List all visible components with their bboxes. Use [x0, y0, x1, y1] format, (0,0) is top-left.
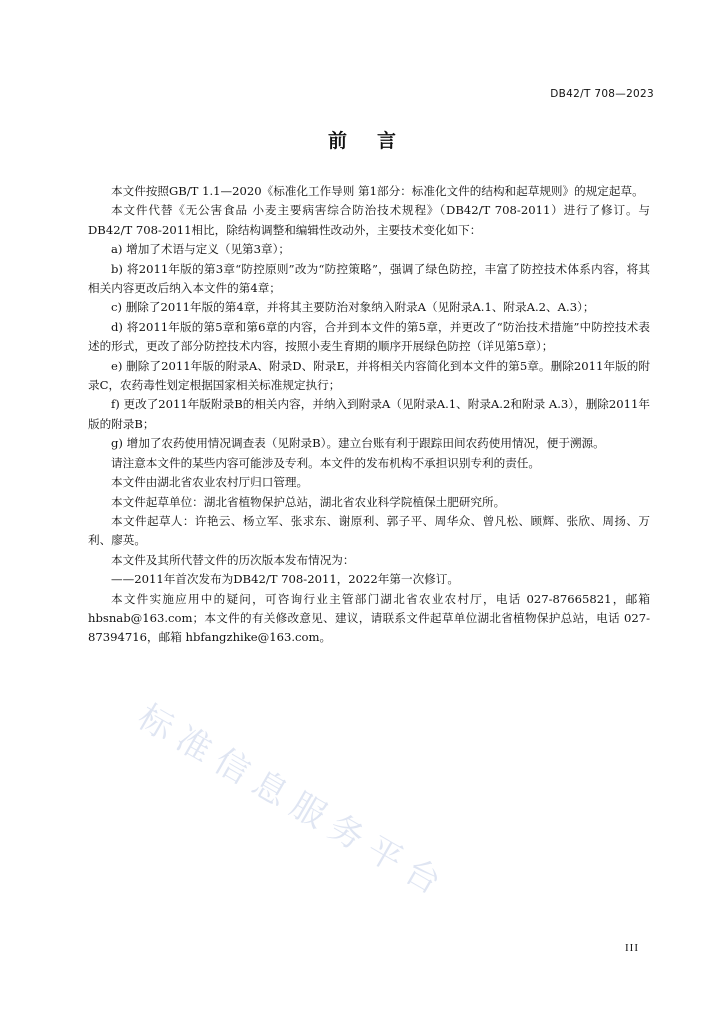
list-item: f) 更改了2011年版附录B的相关内容，并纳入到附录A（见附录A.1、附录A.2和附录 A.3），删除2011年版的附录B； — [88, 397, 650, 431]
list-item: e) 删除了2011年版的附录A、附录D、附录E，并将相关内容简化到本文件的第5章。删除2011年版的附录C，农药毒性划定根据国家相关标准规定执行； — [88, 358, 650, 393]
page-number: III — [625, 942, 639, 954]
list-item: a) 增加了术语与定义（见第3章）； — [111, 242, 291, 257]
paragraph: 本文件起草人：许艳云、杨立军、张求东、谢原利、郭子平、周华众、曾凡松、顾辉、张欣、周扬、万利、廖英。 — [88, 513, 650, 548]
document-code: DB42/T 708—2023 — [550, 88, 654, 100]
foreword-body — [88, 182, 650, 648]
paragraph: 本文件由湖北省农业农村厅归口管理。 — [111, 475, 309, 490]
paragraph: 本文件代替《无公害食品 小麦主要病害综合防治技术规程》（DB42/T 708-2011）进行了修订。与DB42/T 708-2011相比，除结构调整和编辑性改动外，主要技术变化如下： — [88, 203, 650, 237]
paragraph: ——2011年首次发布为DB42/T 708-2011，2022年第一次修订。 — [111, 572, 459, 587]
list-item: g) 增加了农药使用情况调查表（见附录B）。建立台账有利于跟踪田间农药使用情况，便于溯源。 — [111, 436, 605, 451]
list-item: b) 将2011年版的第3章“防控原则”改为“防控策略”，强调了绿色防控，丰富了防控技术体系内容，将其相关内容更改后纳入本文件的第4章； — [88, 261, 650, 296]
paragraph: 本文件实施应用中的疑问，可咨询行业主管部门湖北省农业农村厅，电话 027-87665821，邮箱hbsnab@163.com；本文件的有关修改意见、建议，请联系文件起草单位湖北省植物保护总站，电话 027-87394716，邮箱 hbfangzhike@163.com。 — [88, 591, 650, 645]
paragraph: 本文件及其所代替文件的历次版本发布情况为： — [111, 552, 355, 567]
paragraph: 请注意本文件的某些内容可能涉及专利。本文件的发布机构不承担识别专利的责任。 — [111, 455, 540, 470]
watermark: 标准信息服务平台 — [131, 696, 456, 908]
paragraph: 本文件按照GB/T 1.1—2020《标准化工作导则 第1部分：标准化文件的结构和起草规则》的规定起草。 — [111, 184, 644, 198]
page-title: 前言 — [327, 130, 426, 152]
list-item: c) 删除了2011年版的第4章，并将其主要防治对象纳入附录A（见附录A.1、附录A.2、A.3）； — [111, 300, 595, 315]
paragraph: 本文件起草单位：湖北省植物保护总站，湖北省农业科学院植保土肥研究所。 — [111, 494, 506, 509]
list-item: d) 将2011年版的第5章和第6章的内容，合并到本文件的第5章，并更改了“防治技术措施”中防控技术表述的形式，更改了部分防控技术内容，按照小麦生育期的顺序开展绿色防控（详见第5章）； — [88, 319, 650, 354]
